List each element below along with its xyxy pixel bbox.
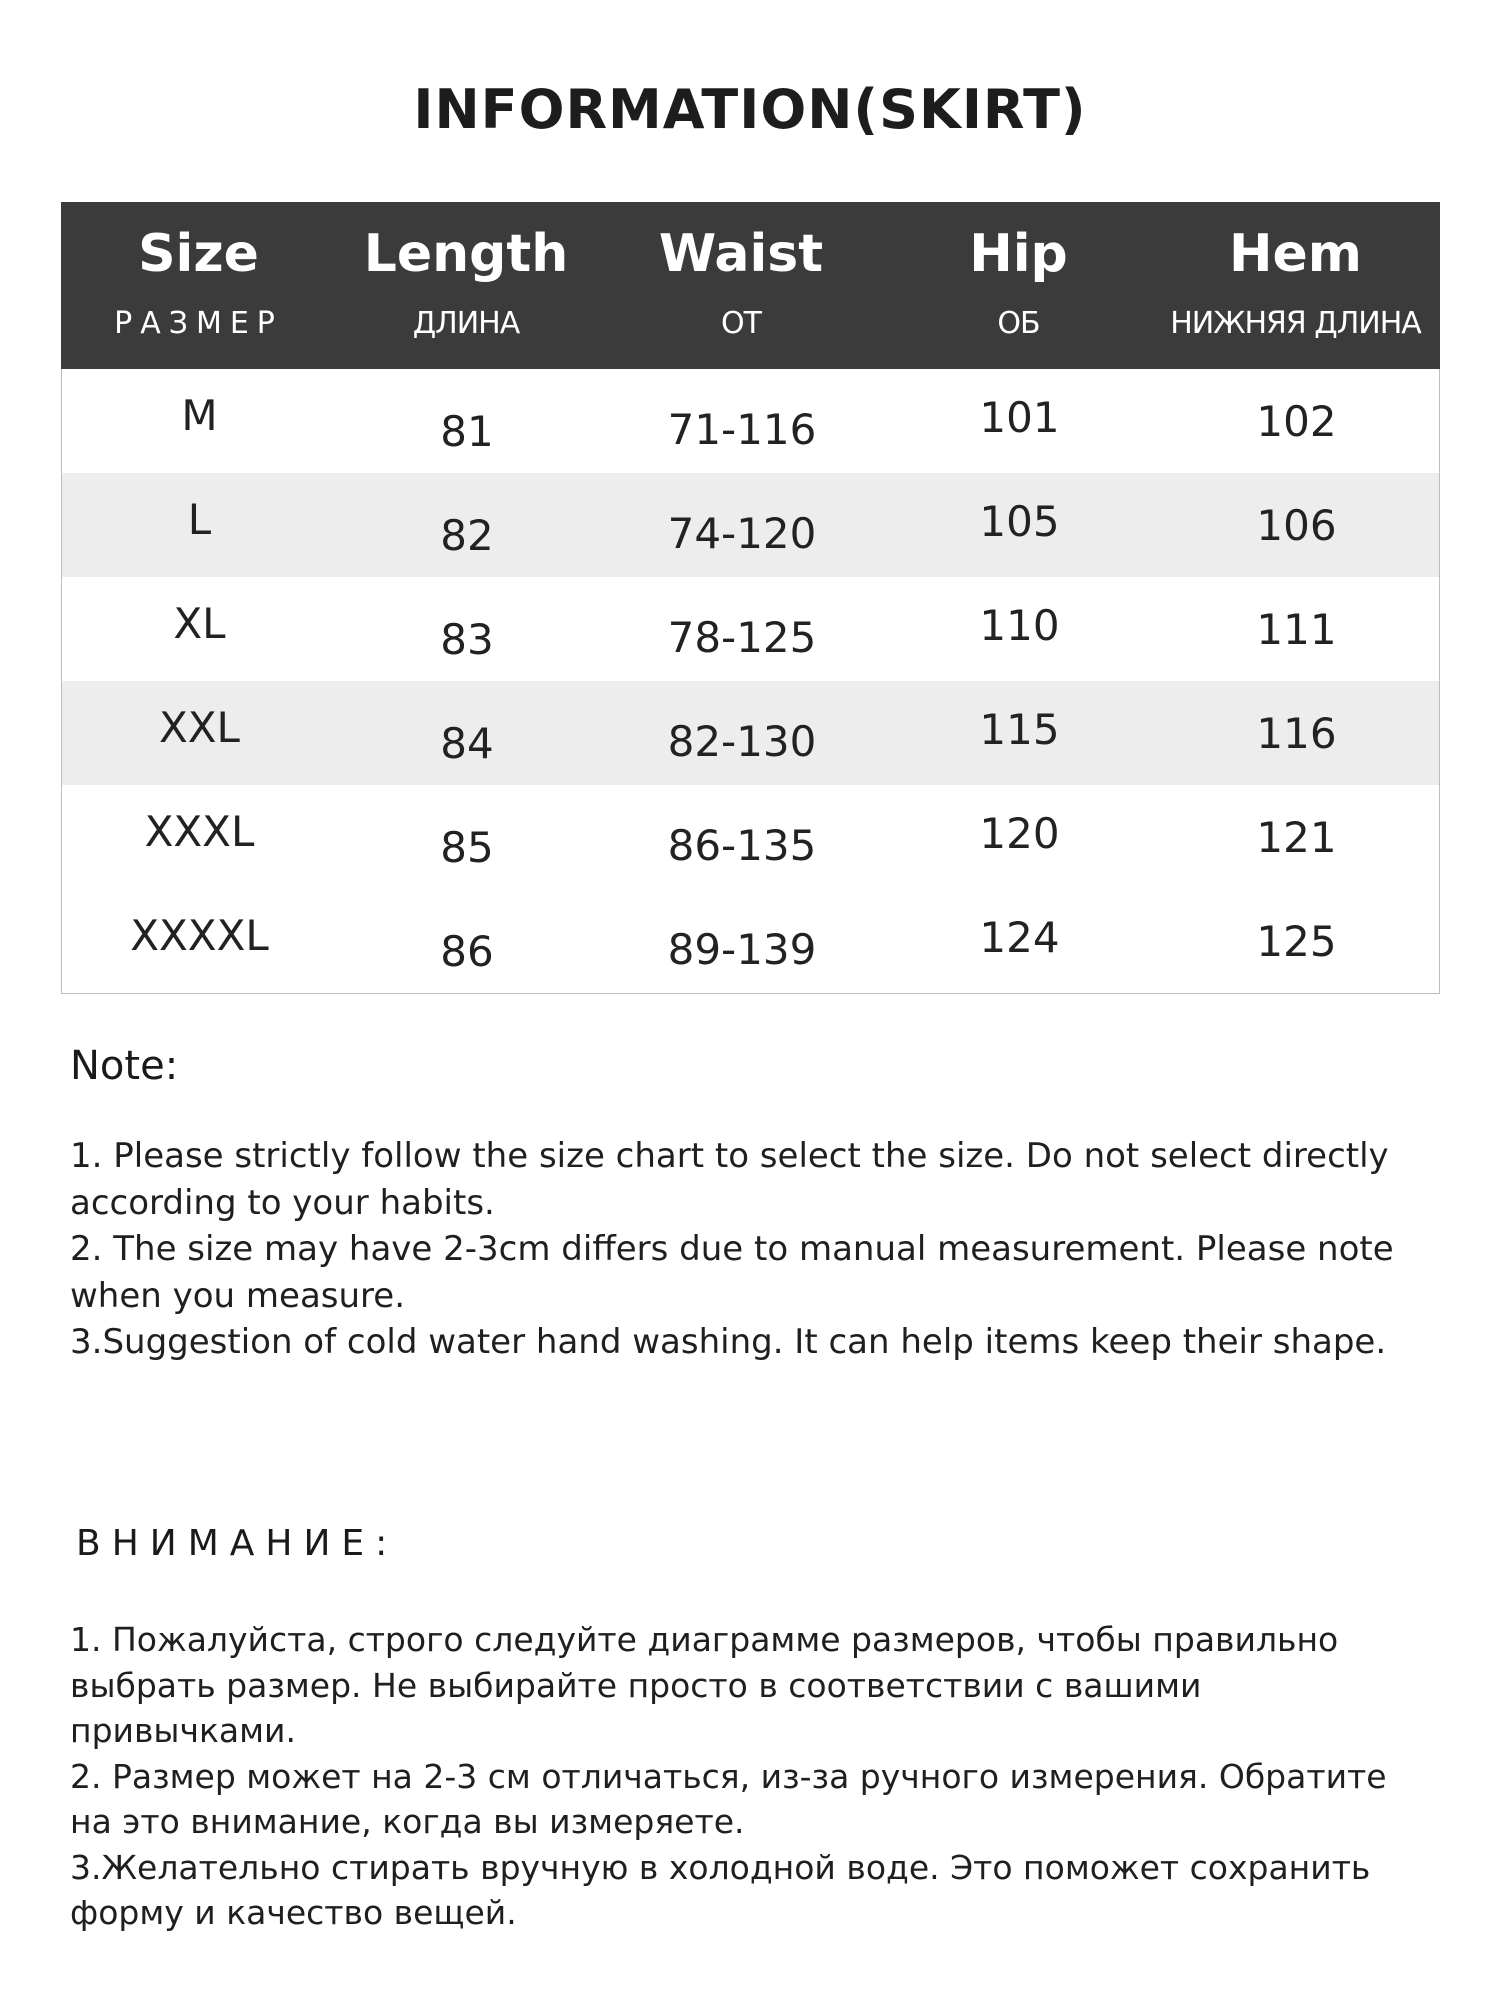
attention-item: 2. Размер может на 2-3 см отличаться, из-за ручного измерения. Обратите на это внимание, когда вы измеряете. bbox=[70, 1756, 1387, 1841]
table-row bbox=[62, 577, 1439, 681]
header-hem-label: Hem bbox=[1229, 224, 1362, 284]
table-header bbox=[61, 202, 1440, 369]
table-row bbox=[62, 473, 1439, 577]
cell-waist-text: 86-135 bbox=[667, 821, 817, 870]
cell-hem bbox=[1152, 681, 1441, 785]
attention-body bbox=[70, 1617, 1420, 1936]
cell-hip bbox=[887, 577, 1152, 681]
header-length-label: Length bbox=[363, 224, 569, 284]
cell-length-text: 83 bbox=[440, 615, 494, 664]
cell-waist-text: 82-130 bbox=[667, 717, 817, 766]
cell-size bbox=[62, 785, 337, 889]
cell-hip-text: 101 bbox=[979, 393, 1060, 442]
cell-size bbox=[62, 369, 337, 473]
note-heading: Note: bbox=[70, 1043, 179, 1089]
cell-hip-text: 105 bbox=[979, 497, 1060, 546]
cell-length-text: 81 bbox=[440, 407, 494, 456]
cell-hem-text: 106 bbox=[1256, 501, 1337, 550]
cell-waist bbox=[597, 785, 887, 889]
cell-hip bbox=[887, 473, 1152, 577]
cell-size-text: XL bbox=[173, 599, 226, 648]
cell-length bbox=[337, 889, 597, 993]
cell-hem bbox=[1152, 473, 1441, 577]
cell-length bbox=[337, 473, 597, 577]
header-waist-label-ru: ОТ bbox=[721, 306, 761, 341]
note-item: 3.Suggestion of cold water hand washing. It can help items keep their shape. bbox=[70, 1322, 1387, 1362]
attention-heading: ВНИМАНИЕ: bbox=[76, 1523, 399, 1564]
cell-hem bbox=[1152, 889, 1441, 993]
cell-hem-text: 121 bbox=[1256, 813, 1337, 862]
note-body bbox=[70, 1133, 1400, 1366]
cell-size bbox=[62, 473, 337, 577]
attention-item: 1. Пожалуйста, строго следуйте диаграмме размеров, чтобы правильно выбрать размер. Не выбирайте просто в соответствии с вашими привычками. bbox=[70, 1620, 1339, 1750]
attention-item: 3.Желательно стирать вручную в холодной воде. Это поможет сохранить форму и качество вещей. bbox=[70, 1847, 1371, 1932]
header-hem-label-ru: НИЖНЯЯ ДЛИНА bbox=[1170, 306, 1421, 341]
cell-hip-text: 110 bbox=[979, 601, 1060, 650]
cell-waist-text: 78-125 bbox=[667, 613, 817, 662]
table-row bbox=[62, 681, 1439, 785]
cell-waist bbox=[597, 369, 887, 473]
header-hem bbox=[1151, 202, 1440, 369]
cell-length-text: 85 bbox=[440, 823, 494, 872]
header-size-label-ru: РАЗМЕР bbox=[114, 306, 283, 341]
cell-size bbox=[62, 577, 337, 681]
cell-length-text: 82 bbox=[440, 511, 494, 560]
cell-size-text: XXL bbox=[159, 703, 240, 752]
header-hip-label: Hip bbox=[969, 224, 1068, 284]
table-row bbox=[62, 889, 1439, 993]
cell-hip bbox=[887, 785, 1152, 889]
header-length-label-ru: ДЛИНА bbox=[412, 306, 520, 341]
table-row bbox=[62, 785, 1439, 889]
cell-hem-text: 102 bbox=[1256, 397, 1337, 446]
cell-waist bbox=[597, 889, 887, 993]
cell-size bbox=[62, 889, 337, 993]
cell-length bbox=[337, 577, 597, 681]
cell-waist-text: 74-120 bbox=[667, 509, 817, 558]
cell-hip bbox=[887, 681, 1152, 785]
note-item: 2. The size may have 2-3cm differs due to manual measurement. Please note when you measure. bbox=[70, 1229, 1394, 1316]
cell-hip-text: 124 bbox=[979, 913, 1060, 962]
cell-length-text: 86 bbox=[440, 927, 494, 976]
cell-size-text: XXXXL bbox=[130, 911, 269, 960]
header-length bbox=[336, 202, 596, 369]
cell-hem bbox=[1152, 369, 1441, 473]
cell-size bbox=[62, 681, 337, 785]
cell-size-text: XXXL bbox=[144, 807, 255, 856]
header-waist-label: Waist bbox=[658, 224, 824, 284]
cell-length bbox=[337, 369, 597, 473]
header-size-label: Size bbox=[138, 224, 259, 284]
header-size bbox=[61, 202, 336, 369]
cell-hip-text: 115 bbox=[979, 705, 1060, 754]
cell-hem-text: 111 bbox=[1256, 605, 1337, 654]
cell-waist bbox=[597, 681, 887, 785]
cell-size-text: L bbox=[187, 495, 212, 544]
cell-length bbox=[337, 681, 597, 785]
cell-size-text: M bbox=[181, 391, 218, 440]
size-table bbox=[61, 202, 1440, 994]
header-waist bbox=[596, 202, 886, 369]
page-title: INFORMATION(SKIRT) bbox=[413, 78, 1087, 141]
cell-hem bbox=[1152, 785, 1441, 889]
header-hip-label-ru: ОБ bbox=[997, 306, 1040, 341]
cell-length-text: 84 bbox=[440, 719, 494, 768]
cell-length bbox=[337, 785, 597, 889]
cell-waist-text: 89-139 bbox=[667, 925, 817, 974]
cell-hem-text: 116 bbox=[1256, 709, 1337, 758]
cell-hip-text: 120 bbox=[979, 809, 1060, 858]
cell-hip bbox=[887, 369, 1152, 473]
cell-hip bbox=[887, 889, 1152, 993]
header-hip bbox=[886, 202, 1151, 369]
cell-waist bbox=[597, 577, 887, 681]
cell-waist-text: 71-116 bbox=[667, 405, 817, 454]
cell-waist bbox=[597, 473, 887, 577]
note-item: 1. Please strictly follow the size chart to select the size. Do not select directly according to your habits. bbox=[70, 1136, 1389, 1223]
cell-hem bbox=[1152, 577, 1441, 681]
cell-hem-text: 125 bbox=[1256, 917, 1337, 966]
table-row bbox=[62, 369, 1439, 473]
